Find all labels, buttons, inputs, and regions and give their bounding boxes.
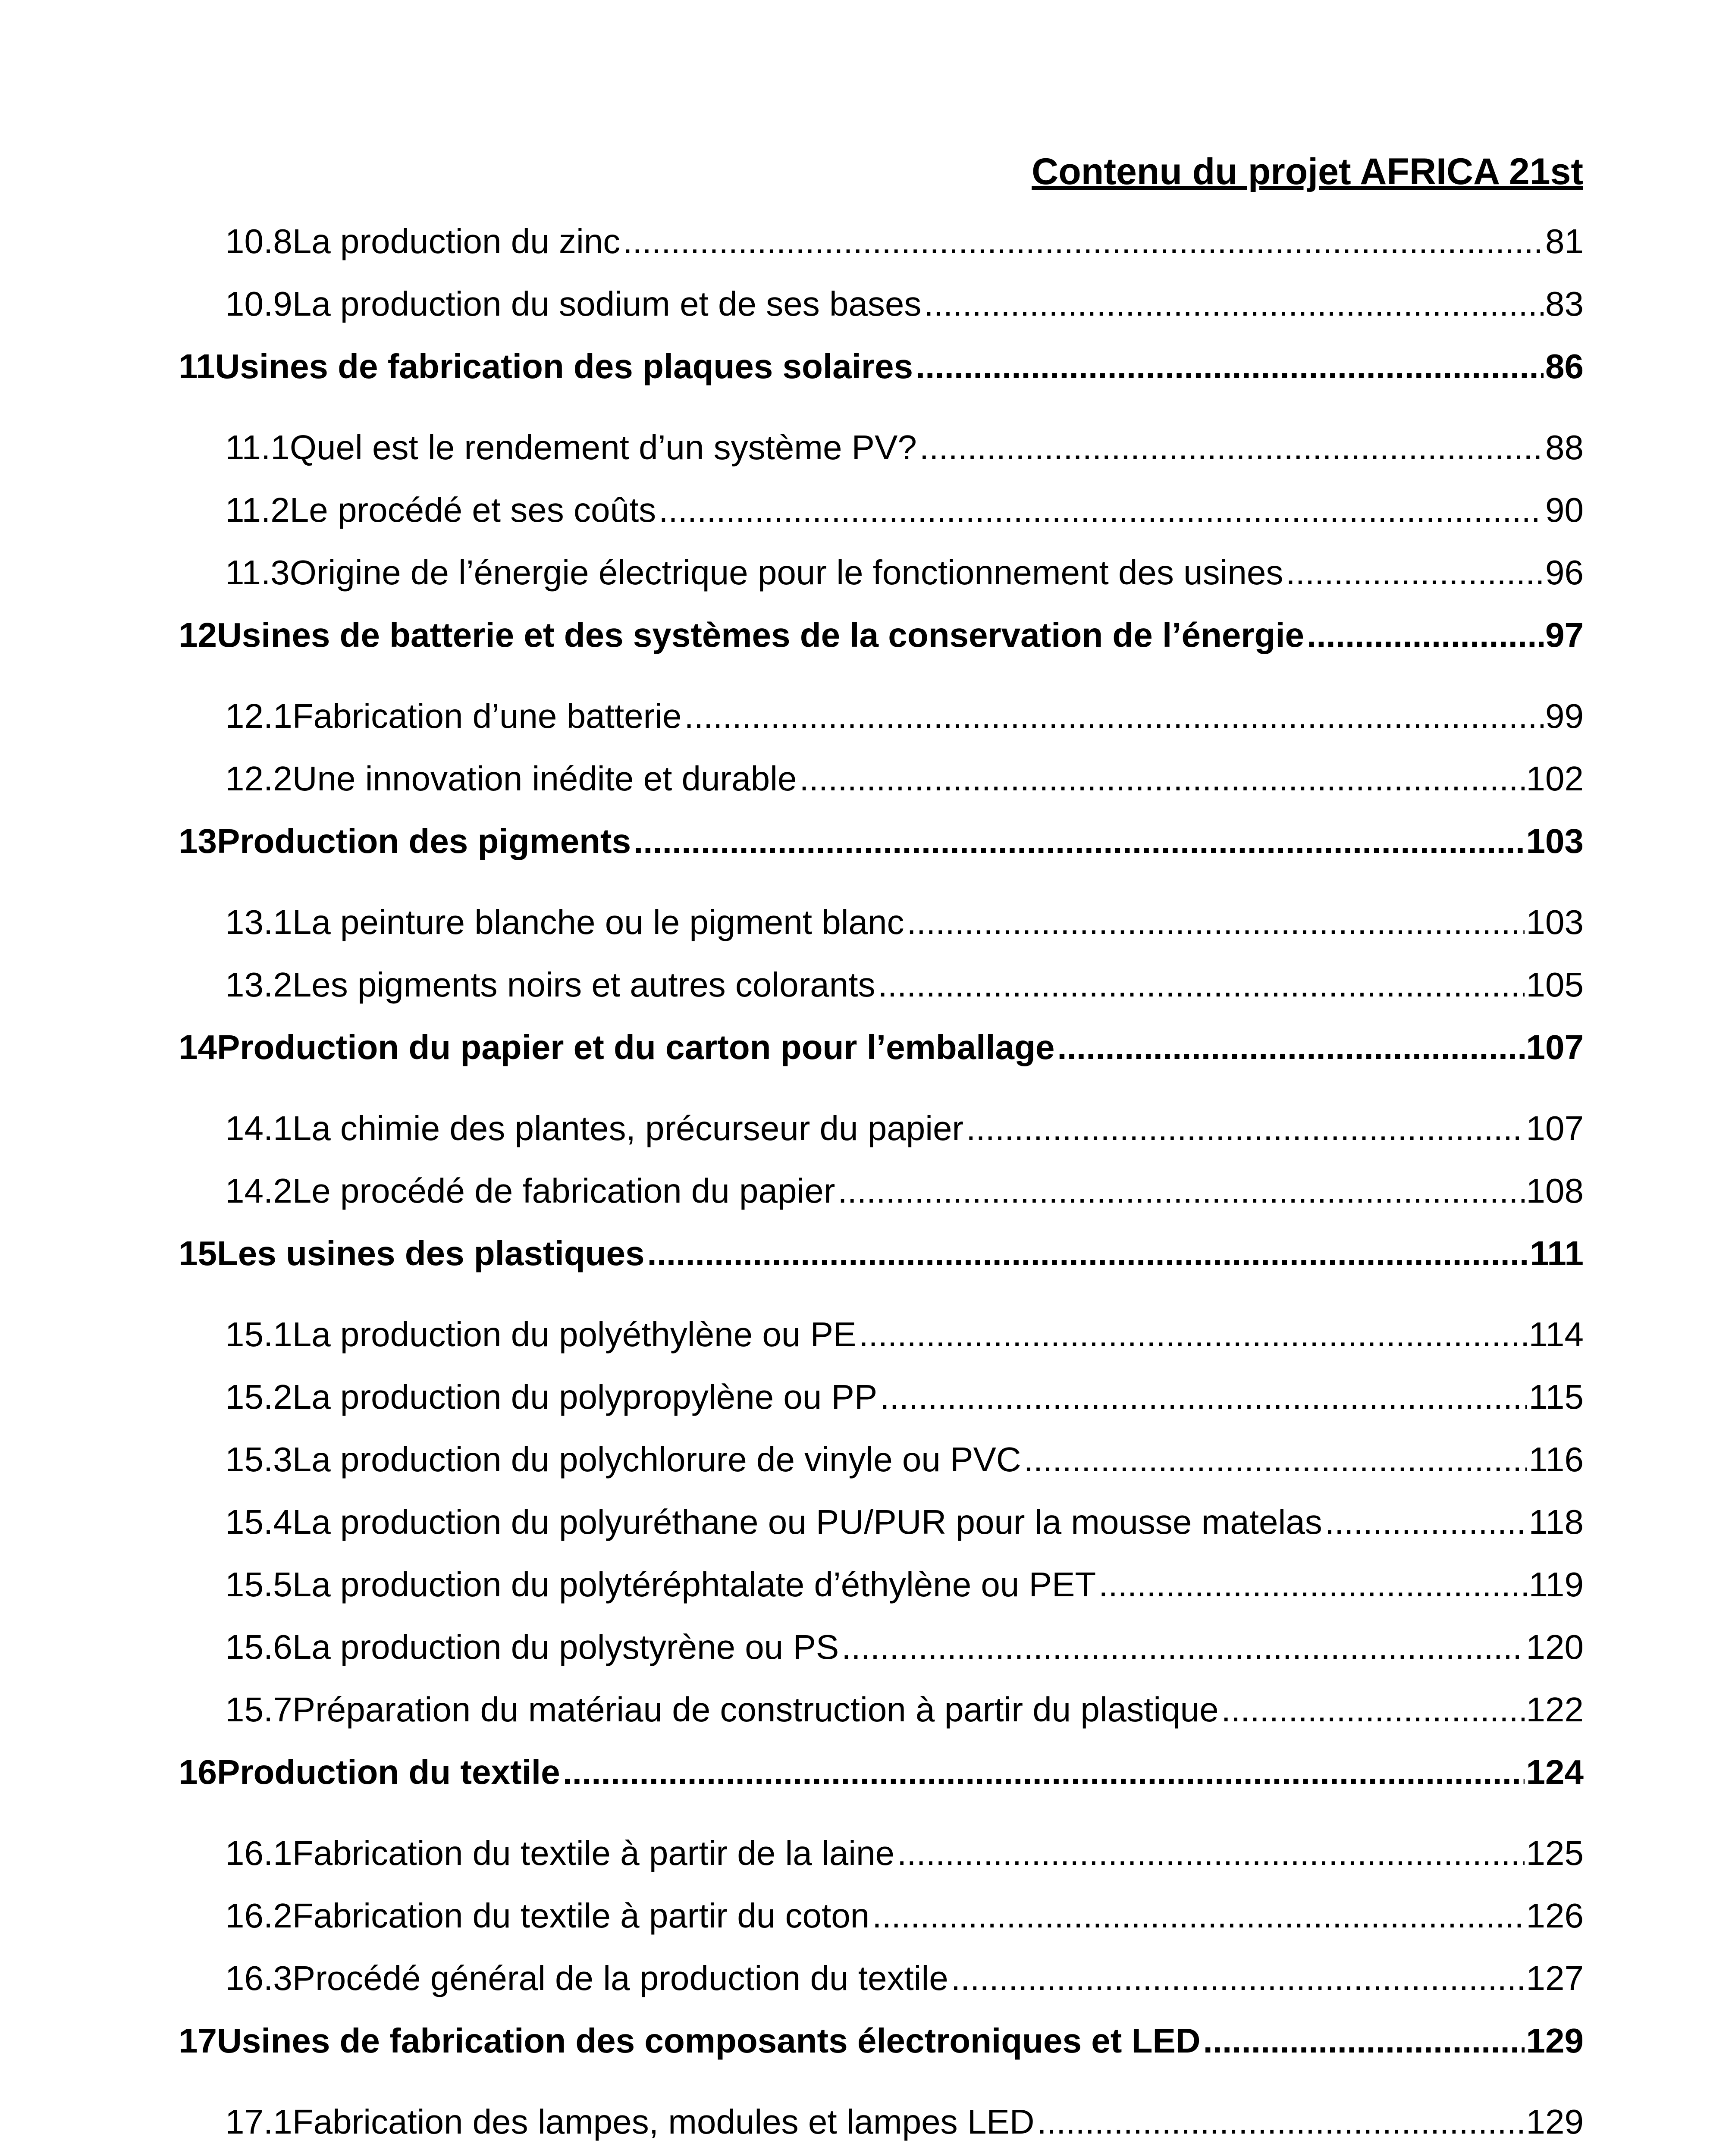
toc-entry-number: 17 [179,2021,217,2060]
toc-entry-title: Les usines des plastiques [216,1234,645,1272]
toc-dot-leader [1203,2024,1525,2058]
toc-entry-title: La production du polytéréphtalate d’éthylène ou PET [292,1565,1096,1604]
toc-entry-page: 103 [1526,903,1584,941]
toc-entry-title: La production du polyéthylène ou PE [292,1315,857,1354]
toc-dot-leader [659,493,1544,527]
toc-chapter-entry[interactable] [179,2021,1584,2060]
toc-entry-number: 16.3 [225,1959,292,1997]
toc-entry-page: 81 [1545,222,1584,260]
toc-entry-title: Préparation du matériau de construction à partir du plastique [292,1690,1219,1729]
toc-entry-title: Procédé général de la production du textile [292,1959,948,1997]
toc-chapter-entry[interactable] [179,1755,1584,1789]
toc-entry-page: 122 [1526,1690,1584,1729]
toc-entry-page: 127 [1526,1959,1584,1997]
toc-entry-page: 105 [1526,965,1584,1004]
toc-dot-leader [924,287,1544,321]
toc-entry-page: 125 [1526,1834,1584,1872]
toc-entry-number: 11.1 [225,428,290,467]
toc-dot-leader [897,1836,1524,1871]
toc-entry-number: 15.6 [225,1628,292,1666]
toc-dot-leader [1307,618,1544,652]
toc-section-entry[interactable] [179,430,1584,465]
toc-section-entry[interactable] [179,1896,1584,1935]
toc-dot-leader [1325,1505,1527,1539]
toc-section-entry[interactable] [179,224,1584,259]
toc-dot-leader [878,968,1525,1002]
toc-entry-number: 15 [179,1234,217,1272]
toc-entry-number: 15.4 [225,1503,292,1541]
toc-entry-page: 90 [1545,491,1584,529]
toc-entry-page: 119 [1528,1565,1584,1604]
toc-entry-title: Origine de l’énergie électrique pour le fonctionnement des usines [289,553,1283,592]
toc-dot-leader [563,1755,1525,1789]
toc-entry-number: 15.1 [225,1315,292,1354]
toc-entry-title: Le procédé de fabrication du papier [292,1172,835,1210]
toc-entry-page: 86 [1545,347,1584,385]
toc-entry-number: 17.1 [225,2103,292,2141]
toc-entry-number: 10.8 [225,222,292,260]
toc-entry-page: 120 [1526,1628,1584,1666]
toc-entry-page: 129 [1526,2103,1584,2141]
toc-dot-leader [838,1174,1524,1208]
toc-section-entry[interactable] [179,1111,1584,1146]
toc-section-entry[interactable] [179,287,1584,321]
table-of-contents [179,0,1584,2156]
toc-dot-leader [951,1961,1525,1996]
toc-entry-title: Usines de batterie et des systèmes de la conservation de l’énergie [216,616,1305,654]
toc-entry-page: 118 [1528,1503,1584,1541]
toc-dot-leader [859,1317,1527,1352]
toc-entry-number: 16.1 [225,1834,292,1872]
toc-chapter-entry[interactable] [179,824,1584,859]
toc-chapter-entry[interactable] [179,618,1584,652]
toc-section-entry[interactable] [179,905,1584,940]
toc-section-entry[interactable] [179,1505,1584,1539]
toc-entry-page: 97 [1545,616,1584,654]
toc-entry-page: 129 [1526,2021,1584,2060]
toc-entry-page: 126 [1526,1896,1584,1935]
toc-entry-page: 111 [1530,1234,1584,1272]
toc-section-entry[interactable] [179,1567,1584,1602]
toc-entry-page: 103 [1526,822,1584,860]
toc-entry-title: La production du polychlorure de vinyle ou PVC [292,1440,1021,1479]
toc-dot-leader [841,1630,1524,1664]
toc-entry-number: 15.3 [225,1440,292,1479]
toc-entry-title: Fabrication d’une batterie [292,697,682,735]
toc-section-entry[interactable] [179,1630,1584,1664]
toc-entry-number: 12 [179,616,217,654]
toc-dot-leader [1098,1567,1527,1602]
toc-entry-title: Fabrication du textile à partir du coton [292,1896,870,1935]
toc-section-entry[interactable] [179,2105,1584,2139]
toc-entry-title: Production des pigments [216,822,631,860]
toc-dot-leader [919,430,1544,465]
toc-entry-title: Production du textile [216,1753,560,1791]
toc-entry-title: Production du papier et du carton pour l’emballage [216,1028,1055,1066]
toc-entry-page: 83 [1545,285,1584,323]
toc-entry-title: Les pigments noirs et autres colorants [292,965,875,1004]
toc-entry-page: 108 [1526,1172,1584,1210]
toc-entry-title: La chimie des plantes, précurseur du papier [292,1109,964,1147]
toc-entry-number: 13.2 [225,965,292,1004]
toc-section-entry[interactable] [179,1174,1584,1208]
toc-entry-number: 11.2 [225,491,290,529]
toc-entry-number: 15.5 [225,1565,292,1604]
toc-dot-leader [872,1899,1524,1933]
toc-entry-number: 14 [179,1028,217,1066]
toc-dot-leader [1024,1442,1527,1477]
toc-section-entry[interactable] [179,1380,1584,1414]
toc-entry-title: Une innovation inédite et durable [292,759,797,798]
page-title: Contenu du projet AFRICA 21st [1032,151,1583,192]
toc-entry-number: 12.2 [225,759,292,798]
toc-entry-title: La production du polystyrène ou PS [292,1628,839,1666]
toc-entry-number: 14.1 [225,1109,292,1147]
toc-entry-number: 11.3 [225,553,290,592]
toc-entry-title: La peinture blanche ou le pigment blanc [292,903,904,941]
toc-section-entry[interactable] [179,555,1584,590]
toc-entry-number: 16.2 [225,1896,292,1935]
toc-entry-title: La production du polypropylène ou PP [292,1378,878,1416]
toc-entry-number: 14.2 [225,1172,292,1210]
toc-entry-number: 16 [179,1753,217,1791]
toc-entry-page: 116 [1528,1440,1584,1479]
toc-entry-number: 10.9 [225,285,292,323]
toc-dot-leader [1221,1692,1525,1727]
toc-entry-title: La production du sodium et de ses bases [292,285,922,323]
toc-entry-number: 15.7 [225,1690,292,1729]
toc-entry-title: Fabrication du textile à partir de la laine [292,1834,895,1872]
toc-entry-title: Le procédé et ses coûts [289,491,656,529]
toc-entry-number: 13.1 [225,903,292,941]
toc-entry-page: 102 [1526,759,1584,798]
toc-dot-leader [799,761,1524,796]
toc-dot-leader [880,1380,1527,1414]
toc-dot-leader [1057,1030,1524,1065]
toc-entry-page: 99 [1545,697,1584,735]
toc-entry-page: 124 [1526,1753,1584,1791]
toc-section-entry[interactable] [179,493,1584,527]
toc-entry-page: 96 [1545,553,1584,592]
toc-section-entry[interactable] [179,965,1584,1004]
toc-dot-leader [1037,2105,1525,2139]
toc-dot-leader [1286,555,1544,590]
toc-section-entry[interactable] [179,699,1584,733]
toc-dot-leader [634,824,1524,859]
toc-dot-leader [647,1236,1528,1271]
toc-entry-page: 107 [1526,1109,1584,1147]
toc-entry-number: 15.2 [225,1378,292,1416]
toc-chapter-entry[interactable] [179,1236,1584,1271]
toc-entry-number: 13 [179,822,217,860]
toc-entry-page: 107 [1526,1028,1584,1066]
toc-section-entry[interactable] [179,1442,1584,1477]
toc-entry-title: La production du zinc [292,222,621,260]
toc-entry-title: Usines de fabrication des composants électroniques et LED [216,2021,1201,2060]
toc-chapter-entry[interactable] [179,1030,1584,1065]
toc-entry-number: 11 [179,347,215,385]
toc-entry-title: Usines de fabrication des plaques solaires [215,347,913,385]
toc-dot-leader [907,905,1525,940]
toc-entry-page: 114 [1528,1315,1584,1354]
toc-section-entry[interactable] [179,761,1584,796]
toc-section-entry[interactable] [179,1317,1584,1352]
toc-entry-title: Fabrication des lampes, modules et lampes LED [292,2103,1035,2141]
toc-dot-leader [623,224,1544,259]
toc-dot-leader [966,1111,1524,1146]
toc-section-entry[interactable] [179,1836,1584,1871]
toc-section-entry[interactable] [179,1692,1584,1727]
toc-entry-title: Quel est le rendement d’un système PV? [289,428,917,467]
toc-entry-number: 12.1 [225,697,292,735]
toc-section-entry[interactable] [179,1961,1584,1996]
toc-dot-leader [916,349,1544,384]
toc-chapter-entry[interactable] [179,349,1584,384]
toc-entry-page: 88 [1545,428,1584,467]
toc-entry-title: La production du polyuréthane ou PU/PUR pour la mousse matelas [292,1503,1322,1541]
toc-entry-page: 115 [1528,1378,1584,1416]
toc-dot-leader [684,699,1544,733]
